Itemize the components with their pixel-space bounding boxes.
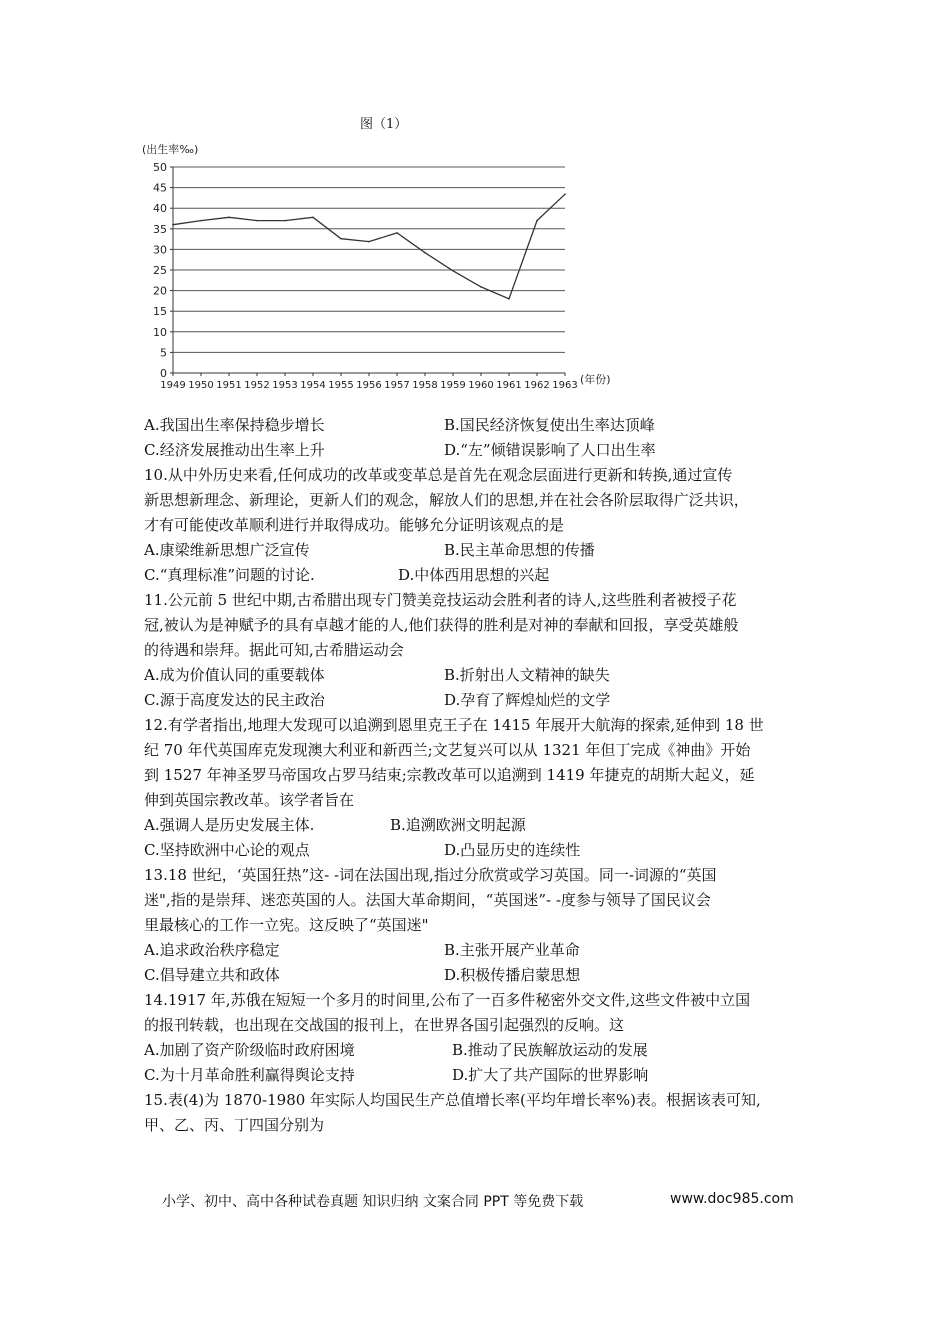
- x-tick-label: 1961: [496, 380, 522, 391]
- q11-stem-line-3: 的待遇和崇拜。据此可知,古希腊运动会: [144, 641, 404, 659]
- q13-stem-line-2: 迷",指的是崇拜、迷恋英国的人。法国大革命期间，“英国迷”- -度参与领导了国民议会: [144, 891, 711, 909]
- q13-stem-line-1: 13.18 世纪，‘英国狂热”这- -词在法国出现,指过分欣赏或学习英国。同一-词源的“英国: [144, 866, 717, 884]
- y-tick-label: 40: [153, 202, 167, 216]
- y-tick-labels: [153, 161, 167, 380]
- chart-title: 图（1）: [360, 117, 408, 132]
- footer: [162, 1191, 794, 1211]
- q12-option-d: D.凸显历史的连续性: [444, 841, 581, 859]
- x-tick-label: 1959: [440, 380, 466, 391]
- q12-stem-line-3: 到 1527 年神圣罗马帝国攻占罗马结束;宗教改革可以追溯到 1419 年捷克的胡斯大起义，延: [144, 766, 755, 784]
- q15-stem-line-2: 甲、乙、丙、丁四国分别为: [144, 1116, 325, 1134]
- x-tick-label: 1962: [524, 380, 550, 391]
- y-tick-label: 25: [153, 264, 167, 277]
- series-line: [173, 194, 565, 299]
- x-tick-label: 1956: [356, 380, 382, 391]
- data-point: [172, 224, 174, 226]
- data-point: [368, 241, 370, 243]
- chart-series: [172, 193, 566, 299]
- x-tick-label: 1957: [384, 380, 410, 391]
- q13-option-c: C.倡导建立共和政体: [144, 966, 280, 984]
- y-axis-label: (出生率‰): [142, 143, 199, 156]
- q13-option-d: D.积极传播启蒙思想: [444, 966, 581, 984]
- x-tick-label: 1963: [552, 380, 578, 391]
- footer-url[interactable]: www.doc985.com: [670, 1191, 794, 1207]
- y-tick-label: 30: [153, 243, 167, 257]
- y-tick-label: 35: [153, 222, 167, 236]
- q14-stem-line-2: 的报刊转载，也出现在交战国的报刊上，在世界各国引起强烈的反响。这: [144, 1016, 625, 1034]
- data-point: [536, 220, 538, 222]
- birth-rate-line-chart: [140, 136, 620, 401]
- data-point: [564, 193, 566, 195]
- q11-option-b: B.折射出人文精神的缺失: [444, 666, 610, 684]
- data-point: [200, 220, 202, 222]
- data-point: [284, 220, 286, 222]
- q14-option-a: A.加剧了资产阶级临时政府困境: [144, 1041, 355, 1059]
- data-point: [256, 220, 258, 222]
- data-point: [424, 252, 426, 254]
- q10-stem-line-1: 10.从中外历史来看,任何成功的改革或变革总是首先在观念层面进行更新和转换,通过宣传: [144, 466, 733, 484]
- data-point: [396, 232, 398, 234]
- q9-option-a: A.我国出生率保持稳步增长: [144, 416, 325, 434]
- x-tick-label: 1955: [328, 380, 354, 391]
- data-point: [312, 216, 314, 218]
- q11-stem-line-1: 11.公元前 5 世纪中期,古希腊出现专门赞美竞技运动会胜利者的诗人,这些胜利者被授子花: [144, 591, 737, 609]
- q9-option-c: C.经济发展推动出生率上升: [144, 441, 325, 459]
- q13-option-a: A.追求政治秩序稳定: [144, 941, 280, 959]
- x-tick-label: 1951: [216, 380, 242, 391]
- x-tick-label: 1954: [300, 380, 326, 391]
- y-tick-label: 0: [160, 367, 167, 380]
- q12-option-b: B.追溯欧洲文明起源: [390, 816, 526, 834]
- q11-stem-line-2: 冠,被认为是神赋予的具有卓越才能的人,他们获得的胜利是对神的奉献和回报，享受英雄般: [144, 616, 739, 634]
- q10-option-c: C.“真理标准”问题的讨论.: [144, 566, 315, 584]
- data-point: [340, 238, 342, 240]
- y-tick-label: 15: [153, 305, 167, 319]
- q12-option-a: A.强调人是历史发展主体.: [144, 816, 315, 834]
- q12-stem-line-2: 纪 70 年代英国库克发现澳大利亚和新西兰;文艺复兴可以从 1321 年但丁完成《神曲》开始: [144, 741, 751, 759]
- q9-option-d: D.“左”倾错误影响了人口出生率: [444, 441, 656, 459]
- y-tick-label: 5: [160, 346, 167, 360]
- x-tick-label: 1960: [468, 380, 494, 391]
- q14-option-d: D.扩大了共产国际的世界影响: [452, 1066, 649, 1084]
- q13-stem-line-3: 里最核心的工作一立宪。这反映了“英国迷": [144, 916, 429, 934]
- q10-option-b: B.民主革命思想的传播: [444, 541, 595, 559]
- q11-option-a: A.成为价值认同的重要载体: [144, 666, 325, 684]
- chart-grid: [170, 167, 565, 376]
- data-point: [480, 286, 482, 288]
- q11-option-d: D.孕育了辉煌灿烂的文学: [444, 691, 611, 709]
- q15-stem-line-1: 15.表(4)为 1870-1980 年实际人均国民生产总值增长率(平均年增长率%)表。根据该表可知,: [144, 1091, 761, 1109]
- x-tick-label: 1949: [160, 380, 186, 391]
- q11-option-c: C.源于高度发达的民主政治: [144, 691, 325, 709]
- data-point: [228, 216, 230, 218]
- footer-text: 小学、初中、高中各种试卷真题 知识归纳 文案合同 PPT 等免费下载: [162, 1194, 584, 1210]
- q12-stem-line-1: 12.有学者指出,地理大发现可以追溯到恩里克王子在 1415 年展开大航海的探索,延伸到 18 世: [144, 716, 764, 734]
- x-tick-label: 1952: [244, 380, 270, 391]
- q10-stem-line-2: 新思想新理念、新理论，更新人们的观念，解放人们的思想,并在社会各阶层取得广泛共识，: [144, 491, 749, 509]
- y-tick-label: 10: [153, 325, 167, 339]
- q12-stem-line-4: 伸到英国宗教改革。该学者旨在: [144, 791, 355, 809]
- x-tick-label: 1953: [272, 380, 298, 391]
- data-point: [508, 298, 510, 300]
- x-tick-labels: [160, 380, 577, 391]
- q12-option-c: C.坚持欧洲中心论的观点: [144, 841, 310, 859]
- x-axis-label: (年份): [580, 373, 611, 386]
- x-tick-label: 1950: [188, 380, 214, 391]
- q14-option-b: B.推动了民族解放运动的发展: [452, 1041, 648, 1059]
- q10-option-a: A.康梁维新思想广泛宣传: [144, 541, 310, 559]
- q10-stem-line-3: 才有可能使改革顺利进行并取得成功。能够允分证明该观点的是: [144, 516, 565, 534]
- q13-option-b: B.主张开展产业革命: [444, 941, 580, 959]
- y-tick-label: 20: [153, 284, 167, 298]
- y-tick-label: 45: [153, 181, 167, 195]
- q14-stem-line-1: 14.1917 年,苏俄在短短一个多月的时间里,公布了一百多件秘密外交文件,这些文件被中立国: [144, 991, 751, 1009]
- q14-option-c: C.为十月革命胜利赢得舆论支持: [144, 1066, 355, 1084]
- q9-option-b: B.国民经济恢复使出生率达顶峰: [444, 416, 655, 434]
- data-point: [452, 270, 454, 272]
- y-tick-label: 50: [153, 161, 167, 174]
- x-tick-label: 1958: [412, 380, 438, 391]
- q10-option-d: D.中体西用思想的兴起: [398, 566, 550, 584]
